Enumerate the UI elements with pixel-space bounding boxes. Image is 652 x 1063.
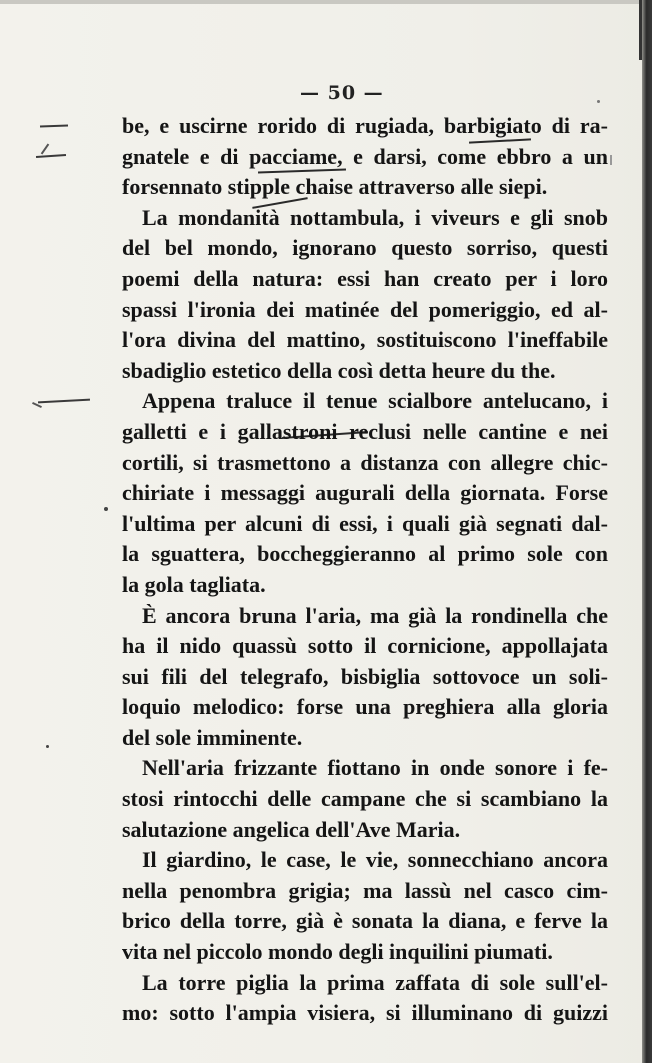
text-line: ha il nido quassù sotto il cornicione, appollajata — [122, 633, 608, 659]
body-text — [122, 111, 608, 1029]
page-number: — 50 — — [300, 82, 384, 104]
text-line: salutazione angelica dell'Ave Maria. — [122, 816, 461, 842]
text-line: be, e uscirne rorido di rugiada, barbigiato di ra- — [122, 113, 608, 138]
text-line: La mondanità nottambula, i viveurs e gli snob — [142, 204, 608, 230]
text-line: stosi rintocchi delle campane che si scambiano la — [122, 786, 608, 812]
text-line: gnatele e di pacciame, e darsi, come ebbro a un — [122, 143, 608, 169]
paragraph — [122, 111, 608, 203]
text-line: cortili, si trasmettono a distanza con allegre chic- — [122, 449, 608, 475]
text-line: chiriate i messaggi augurali della giornata. Forse — [122, 480, 608, 506]
ink-speck — [104, 507, 108, 511]
paragraph — [122, 601, 608, 754]
book-binding-shadow — [642, 0, 652, 1063]
text-line: loquio melodico: forse una preghiera alla gloria — [122, 694, 608, 720]
text-line: Il giardino, le case, le vie, sonnecchiano ancora — [142, 847, 608, 873]
text-line: la sguattera, boccheggieranno al primo sole con — [122, 541, 608, 567]
text-line: Appena traluce il tenue scialbore antelucano, i — [142, 388, 608, 414]
binding-notch — [639, 0, 642, 60]
pencil-margin-mark — [41, 144, 50, 155]
text-line: La torre piglia la prima zaffata di sole sull'el- — [142, 969, 608, 995]
text-line: poemi della natura: essi han creato per i loro — [122, 265, 608, 291]
ink-speck — [46, 745, 49, 748]
text-line: È ancora bruna l'aria, ma già la rondinella che — [142, 602, 608, 628]
ink-speck — [610, 155, 612, 165]
text-line: l'ora divina del mattino, sostituiscono l'ineffabile — [122, 327, 608, 353]
text-line: forsennato stipple chaise attraverso alle siepi. — [122, 174, 548, 200]
paragraph — [122, 968, 608, 1029]
ink-speck — [597, 100, 600, 103]
text-line: nella penombra grigia; ma lassù nel casco cim- — [122, 877, 608, 903]
paragraph — [122, 203, 608, 387]
text-line: del sole imminente. — [122, 724, 303, 750]
text-line: Nell'aria frizzante fiottano in onde sonore i fe- — [142, 755, 608, 781]
paragraph — [122, 753, 608, 845]
text-line: sbadiglio estetico della così detta heure du the. — [122, 357, 556, 383]
text-line: del bel mondo, ignorano questo sorriso, questi — [122, 235, 608, 261]
text-line: la gola tagliata. — [122, 571, 266, 597]
text-line: spassi l'ironia dei matinée del pomeriggio, ed al- — [122, 296, 608, 322]
pencil-margin-mark — [40, 125, 68, 128]
page-top-edge — [0, 0, 652, 4]
paragraph — [122, 845, 608, 967]
text-line: vita nel piccolo mondo degli inquilini piumati. — [122, 939, 553, 965]
text-line: sui fili del telegrafo, bisbiglia sottovoce un soli- — [122, 663, 608, 689]
text-line: galletti e i gallastroni reclusi nelle cantine e nei — [122, 418, 608, 444]
text-line: mo: sotto l'ampia visiera, si illuminano di guizzi — [122, 1000, 608, 1026]
text-line: l'ultima per alcuni di essi, i quali già segnati dal- — [122, 510, 608, 536]
text-line: brico della torre, già è sonata la diana, e ferve la — [122, 908, 608, 934]
paragraph — [122, 386, 608, 600]
pencil-margin-mark — [38, 399, 90, 404]
pencil-margin-mark — [36, 154, 66, 158]
